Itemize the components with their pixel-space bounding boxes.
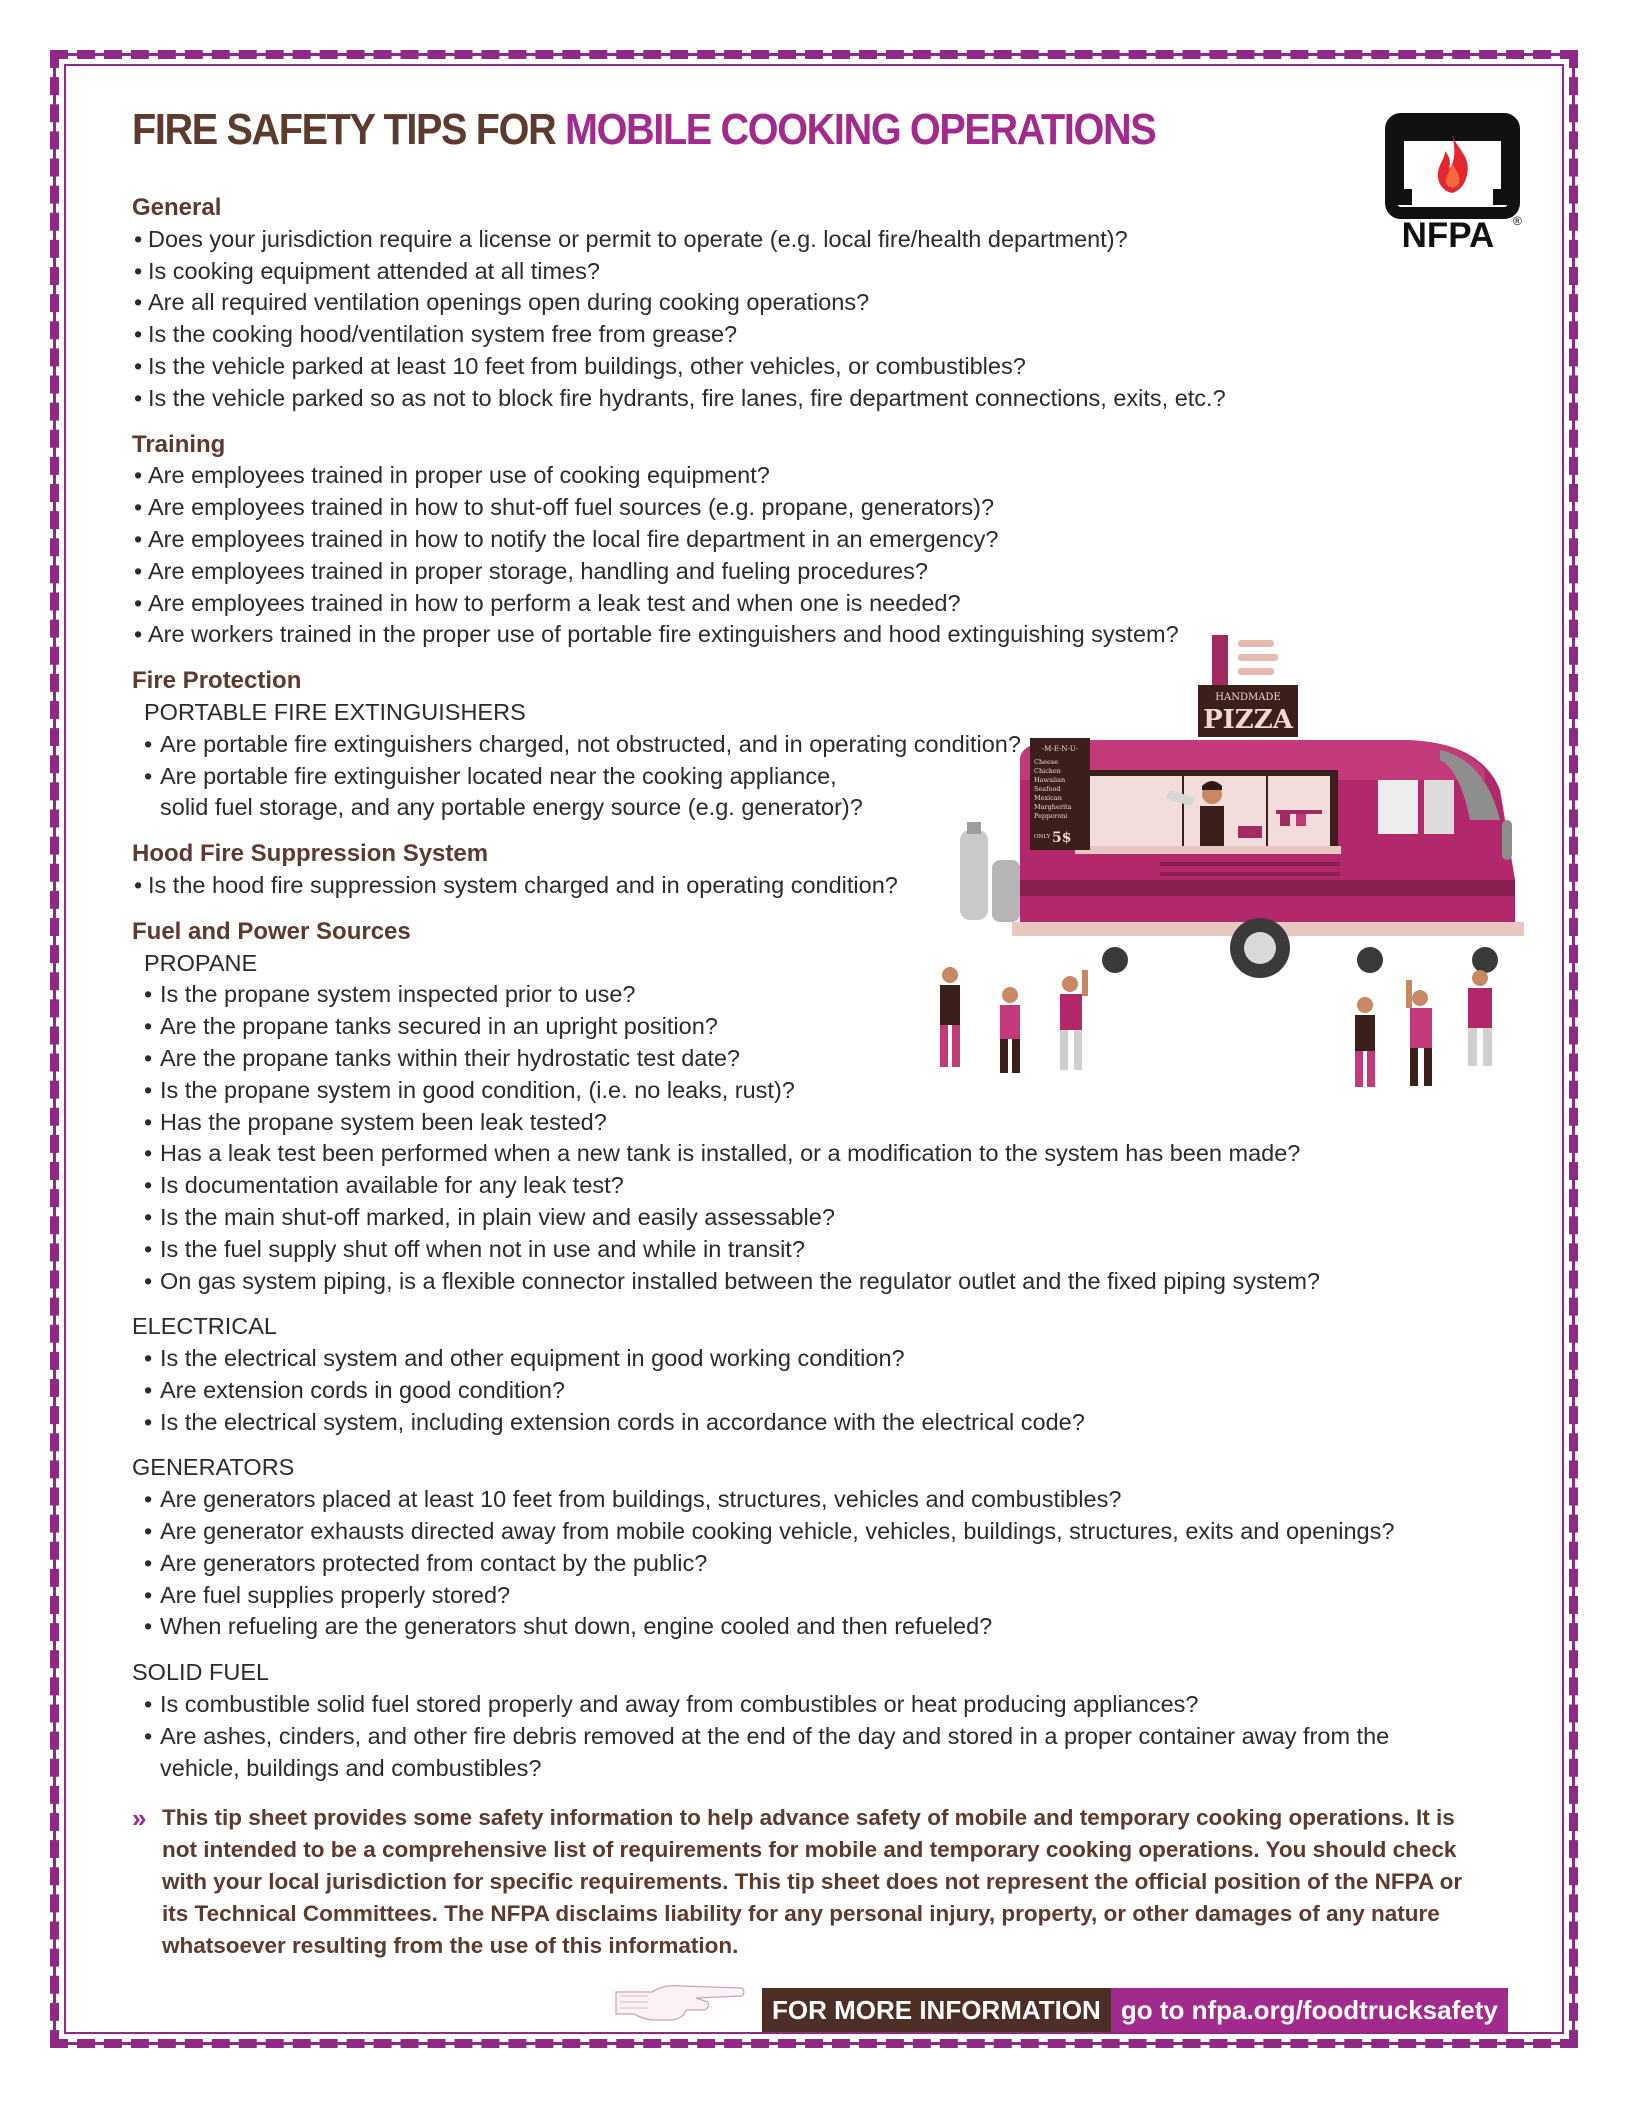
list-item: • Is the electrical system, including extension cords in accordance with the electrical code? — [132, 1407, 1512, 1439]
crowd-right — [1355, 970, 1492, 1087]
subheading-generators: GENERATORS — [132, 1454, 295, 1481]
menu-item: Chicken — [1034, 767, 1061, 775]
list-item: • Is the vehicle parked so as not to block fire hydrants, fire lanes, fire department connections, exits, etc.? — [132, 383, 1512, 415]
list-item: • Are employees trained in how to shut-off fuel sources (e.g. propane, generators)? — [132, 492, 1512, 524]
list-item: • Is the vehicle parked at least 10 feet from buildings, other vehicles, or combustibles? — [132, 351, 1512, 383]
list-item: • Is cooking equipment attended at all times? — [132, 256, 1512, 288]
list-item: • Are the propane tanks secured in an upright position? — [132, 1011, 1512, 1043]
logo-registered: ® — [1513, 214, 1522, 228]
training-list — [132, 460, 1512, 651]
list-item: • Are employees trained in how to notify the local fire department in an emergency? — [132, 524, 1512, 556]
footer-info — [762, 1988, 1508, 2032]
menu-item: Margherita — [1034, 803, 1072, 811]
section-heading-fire-protection: Fire Protection — [132, 667, 302, 695]
list-item: • Are generators placed at least 10 feet from buildings, structures, vehicles and combustibles? — [132, 1484, 1512, 1516]
electrical-list — [132, 1343, 1512, 1438]
menu-only: ONLY — [1034, 834, 1051, 840]
list-item: • Is the electrical system and other equipment in good working condition? — [132, 1343, 1512, 1375]
list-item: • Are fuel supplies properly stored? — [132, 1580, 1512, 1612]
generators-list — [132, 1484, 1512, 1643]
disclaimer — [132, 1802, 1472, 1962]
menu-item: Mexican — [1034, 794, 1062, 802]
menu-title: -M-E-N-U- — [1041, 745, 1079, 753]
list-item: • Is the propane system inspected prior to use? — [132, 979, 1512, 1011]
list-item: • Is the main shut-off marked, in plain view and easily assessable? — [132, 1202, 1512, 1234]
list-item: • Are workers trained in the proper use of portable fire extinguishers and hood extinguishing system? — [132, 619, 1512, 651]
list-item: • Are employees trained in proper storage, handling and fueling procedures? — [132, 556, 1512, 588]
list-item: • Are portable fire extinguisher located near the cooking appliance, — [132, 761, 1512, 793]
list-item: • Are employees trained in proper use of cooking equipment? — [132, 460, 1512, 492]
list-item: • Are portable fire extinguishers charged, not obstructed, and in operating condition? — [132, 729, 1512, 761]
list-item: • Are generator exhausts directed away from mobile cooking vehicle, vehicles, buildings, structures, exits and openings? — [132, 1516, 1512, 1548]
section-heading-general: General — [132, 194, 222, 221]
list-item-continuation: vehicle, buildings and combustibles? — [160, 1754, 542, 1781]
list-item: • When refueling are the generators shut down, engine cooled and then refueled? — [132, 1611, 1512, 1643]
menu-price: 5$ — [1052, 830, 1072, 846]
list-item-continuation: solid fuel storage, and any portable energy source (e.g. generator)? — [160, 794, 863, 821]
section-heading-hood: Hood Fire Suppression System — [132, 840, 489, 868]
list-item: • Is documentation available for any leak test? — [132, 1170, 1512, 1202]
list-item: • Is combustible solid fuel stored properly and away from combustibles or heat producing appliances? — [132, 1689, 1512, 1721]
solid-fuel-list — [132, 1689, 1512, 1784]
list-item: • Are all required ventilation openings open during cooking operations? — [132, 287, 1512, 319]
subheading-electrical: ELECTRICAL — [132, 1313, 277, 1340]
subheading-extinguishers: PORTABLE FIRE EXTINGUISHERS — [144, 698, 526, 725]
list-item: • On gas system piping, is a flexible connector installed between the regulator outlet and the fixed piping system? — [132, 1266, 1512, 1298]
list-item: • Are generators protected from contact by the public? — [132, 1548, 1512, 1580]
menu-item: Pepperoni — [1034, 812, 1068, 820]
list-item: • Is the hood fire suppression system charged and in operating condition? — [132, 870, 1512, 902]
pointing-hand-icon — [612, 1978, 748, 2028]
section-heading-training: Training — [132, 430, 226, 458]
footer-label: FOR MORE INFORMATION — [762, 1988, 1111, 2032]
subheading-propane: PROPANE — [144, 949, 258, 976]
menu-item: Hawaiian — [1034, 776, 1066, 784]
subheading-solid-fuel: SOLID FUEL — [132, 1659, 270, 1686]
sign-top-text: HANDMADE — [1215, 692, 1281, 703]
list-item: • Is the propane system in good condition, (i.e. no leaks, rust)? — [132, 1075, 1512, 1107]
disclaimer-text: This tip sheet provides some safety information to help advance safety of mobile and temporary cooking operations. It is not intended to be a comprehensive list of requirements for mobile and temporary cooking operations. You should check with your local jurisdiction for specific requirements. This tip sheet does not represent the official position of the NFPA or its Technical Committees. The NFPA disclaims liability for any personal injury, property, or other damages of any nature whatsoever resulting from the use of this information. — [162, 1805, 1463, 1958]
list-item: • Are employees trained in how to perform a leak test and when one is needed? — [132, 588, 1512, 620]
list-item: • Has a leak test been performed when a new tank is installed, or a modification to the system has been made? — [132, 1138, 1512, 1170]
list-item: • Are extension cords in good condition? — [132, 1375, 1512, 1407]
list-item: • Are the propane tanks within their hydrostatic test date? — [132, 1043, 1512, 1075]
section-heading-fuel: Fuel and Power Sources — [132, 917, 411, 945]
menu-item: Cheese — [1034, 758, 1059, 766]
general-list — [132, 224, 1512, 415]
list-item: • Is the fuel supply shut off when not in use and while in transit? — [132, 1234, 1512, 1266]
crowd-left — [940, 967, 1088, 1073]
food-truck-illustration — [920, 630, 1550, 1130]
page-title — [132, 105, 1155, 155]
logo-text: NFPA — [1401, 216, 1495, 255]
title-prefix: FIRE SAFETY TIPS FOR — [132, 105, 565, 154]
list-item: • Are ashes, cinders, and other fire debris removed at the end of the day and stored in a proper container away from the — [132, 1721, 1512, 1753]
sign-main-text: PIZZA — [1203, 705, 1293, 735]
double-chevron-icon: » — [132, 1803, 143, 1833]
footer-link[interactable]: go to nfpa.org/foodtrucksafety — [1111, 1988, 1508, 2032]
list-item: • Has the propane system been leak tested? — [132, 1107, 1512, 1139]
list-item: • Does your jurisdiction require a license or permit to operate (e.g. local fire/health department)? — [132, 224, 1512, 256]
menu-item: Seafood — [1034, 785, 1061, 793]
list-item: • Is the cooking hood/ventilation system free from grease? — [132, 319, 1512, 351]
title-accent: MOBILE COOKING OPERATIONS — [564, 105, 1156, 154]
